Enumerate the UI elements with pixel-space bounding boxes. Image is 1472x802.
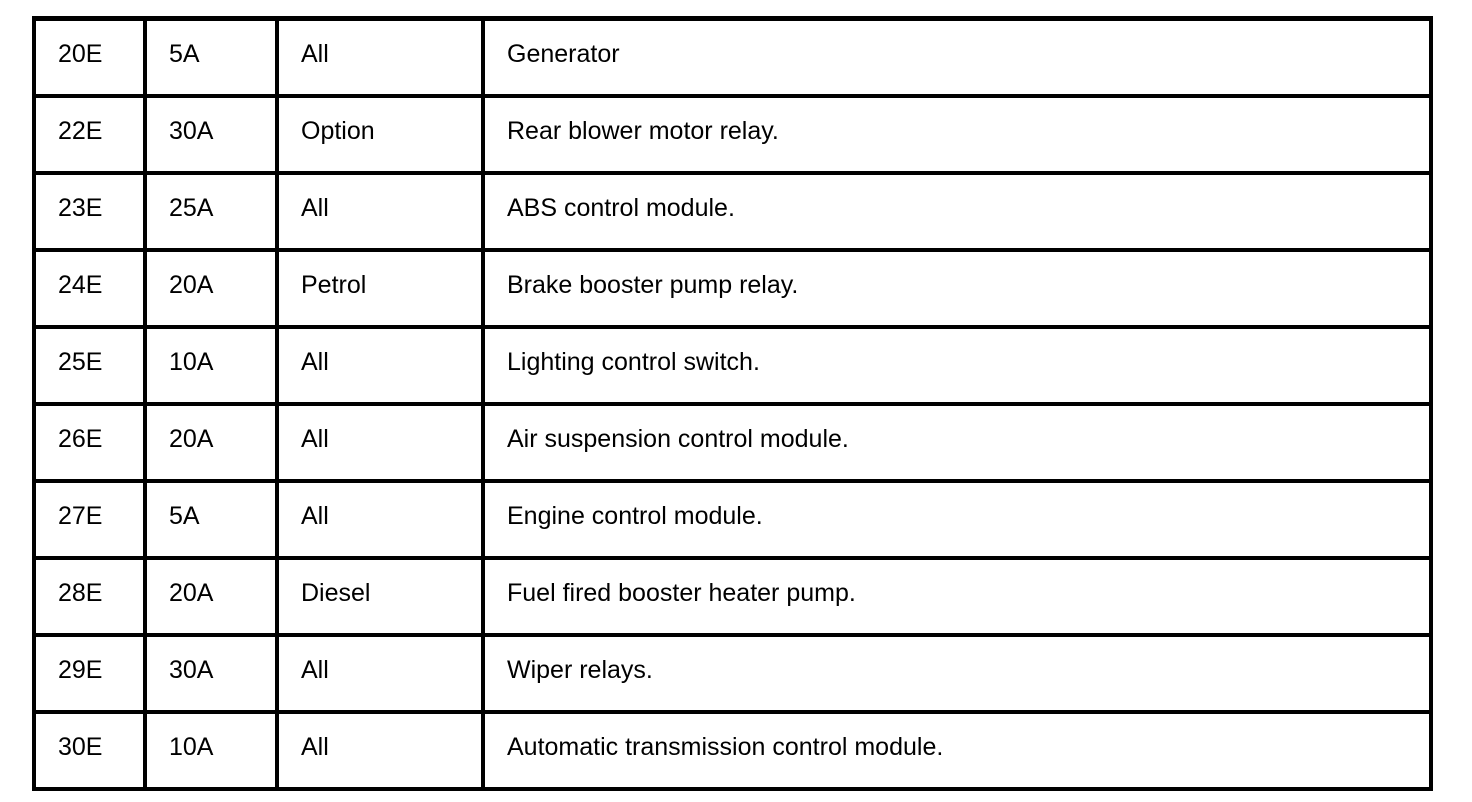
fuse-rating-cell: 30A: [145, 96, 277, 173]
fuse-circuit-cell: Engine control module.: [483, 481, 1431, 558]
fuse-rating-cell: 20A: [145, 558, 277, 635]
fuse-fitment-cell: All: [277, 173, 483, 250]
fuse-fitment-cell: Diesel: [277, 558, 483, 635]
fuse-number-cell: 26E: [34, 404, 145, 481]
fuse-number-cell: 25E: [34, 327, 145, 404]
fuse-fitment-cell: All: [277, 327, 483, 404]
fuse-circuit-cell: ABS control module.: [483, 173, 1431, 250]
table-row: [34, 173, 1431, 250]
table-row: [34, 481, 1431, 558]
fuse-circuit-cell: Lighting control switch.: [483, 327, 1431, 404]
fuse-rating-cell: 5A: [145, 19, 277, 97]
fuse-rating-cell: 10A: [145, 327, 277, 404]
fuse-number-cell: 30E: [34, 712, 145, 789]
table-row: [34, 96, 1431, 173]
fuse-fitment-cell: All: [277, 712, 483, 789]
fuse-circuit-cell: Rear blower motor relay.: [483, 96, 1431, 173]
fuse-fitment-cell: Petrol: [277, 250, 483, 327]
fuse-fitment-cell: Option: [277, 96, 483, 173]
fuse-fitment-cell: All: [277, 635, 483, 712]
fuse-number-cell: 20E: [34, 19, 145, 97]
fuse-table-body: [34, 19, 1431, 790]
table-row: [34, 712, 1431, 789]
fuse-circuit-cell: Brake booster pump relay.: [483, 250, 1431, 327]
table-row: [34, 635, 1431, 712]
fuse-rating-cell: 5A: [145, 481, 277, 558]
fuse-circuit-cell: Air suspension control module.: [483, 404, 1431, 481]
fuse-circuit-cell: Generator: [483, 19, 1431, 97]
table-row: [34, 19, 1431, 97]
fuse-number-cell: 27E: [34, 481, 145, 558]
fuse-circuit-cell: Wiper relays.: [483, 635, 1431, 712]
fuse-number-cell: 28E: [34, 558, 145, 635]
table-row: [34, 558, 1431, 635]
fuse-rating-cell: 20A: [145, 250, 277, 327]
fuse-circuit-cell: Automatic transmission control module.: [483, 712, 1431, 789]
table-row: [34, 250, 1431, 327]
fuse-rating-cell: 25A: [145, 173, 277, 250]
table-row: [34, 404, 1431, 481]
fuse-rating-cell: 30A: [145, 635, 277, 712]
fuse-table: [32, 16, 1433, 791]
fuse-number-cell: 29E: [34, 635, 145, 712]
fuse-fitment-cell: All: [277, 19, 483, 97]
fuse-number-cell: 22E: [34, 96, 145, 173]
fuse-fitment-cell: All: [277, 481, 483, 558]
fuse-rating-cell: 20A: [145, 404, 277, 481]
fuse-number-cell: 23E: [34, 173, 145, 250]
table-row: [34, 327, 1431, 404]
fuse-rating-cell: 10A: [145, 712, 277, 789]
fuse-fitment-cell: All: [277, 404, 483, 481]
fuse-number-cell: 24E: [34, 250, 145, 327]
fuse-circuit-cell: Fuel fired booster heater pump.: [483, 558, 1431, 635]
